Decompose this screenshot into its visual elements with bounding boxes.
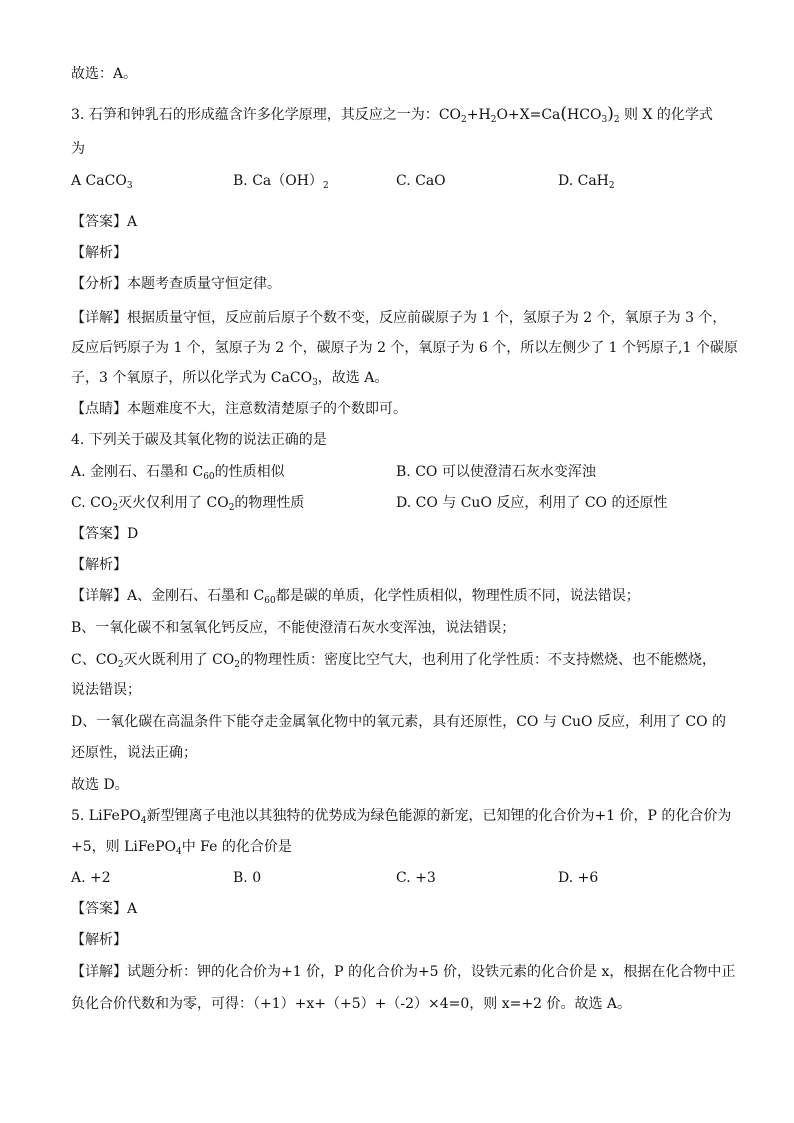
q3-detail-line2: 反应后钙原子为 1 个，氢原子为 2 个，碳原子为 2 个，氧原子为 6 个，所以左侧少了 1 个钙原子,1 个碳原 — [71, 340, 738, 356]
q4-analysis-heading: 【解析】 — [71, 557, 127, 573]
q3-stem-line1 — [71, 104, 713, 125]
q4-stem: 4. 下列关于碳及其氧化物的说法正确的是 — [71, 432, 327, 448]
q3-option-d[interactable]: D. CaH$_2$ — [558, 173, 615, 191]
q5-option-b[interactable]: B. 0 — [233, 870, 262, 886]
q3-detail-line1: 【详解】根据质量守恒，反应前后原子个数不变，反应前碳原子为 1 个，氢原子为 2 个，氧原子为 3 个， — [71, 310, 727, 326]
q3-stem-line2: 为 — [71, 141, 85, 157]
q5-answer: 【答案】A — [71, 901, 138, 917]
q3-equation: $CO_2+H_2O+X=Ca(HCO_3)_2$ — [438, 104, 620, 125]
q4-option-a[interactable]: A. 金刚石、石墨和 $C_{60}$的性质相似 — [71, 464, 285, 482]
q3-fenxi: 【分析】本题考查质量守恒定律。 — [71, 276, 281, 292]
q4-detail-a: 【详解】A、金刚石、石墨和 $C_{60}$都是碳的单质，化学性质相似，物理性质不同，说法错误； — [71, 588, 640, 606]
q5-analysis-heading: 【解析】 — [71, 932, 127, 948]
q3-analysis-heading: 【解析】 — [71, 245, 127, 261]
q5-option-d[interactable]: D. +6 — [558, 870, 599, 886]
q3-option-c[interactable]: C. CaO — [396, 173, 446, 189]
q3-stem-tail: 则 X 的化学式 — [619, 107, 713, 123]
q4-option-c[interactable]: C. $CO_2$灭火仅利用了 $CO_2$的物理性质 — [71, 495, 305, 513]
q4-detail-d-cont: 还原性，说法正确； — [71, 745, 197, 761]
q5-stem-line2: +5，则 LiFePO$_4$中 Fe 的化合价是 — [71, 839, 292, 857]
q5-stem-line1: 5. LiFePO$_4$新型锂离子电池以其独特的优势成为绿色能源的新宠，已知锂的化合价为+1 价，P 的化合价为 — [71, 808, 732, 826]
q4-option-b[interactable]: B. CO 可以使澄清石灰水变浑浊 — [396, 464, 596, 480]
q4-answer: 【答案】D — [71, 526, 139, 542]
q4-detail-b: B、一氧化碳不和氢氧化钙反应，不能使澄清石灰水变浑浊，说法错误； — [71, 620, 516, 636]
q4-detail-c: C、$CO_2$灭火既利用了 $CO_2$的物理性质：密度比空气大，也利用了化学性质：不支持燃烧、也不能燃烧， — [71, 652, 717, 670]
q3-option-a[interactable]: A CaCO$_3$ — [71, 173, 133, 191]
q4-conclusion: 故选 D。 — [71, 777, 129, 793]
q5-detail-line1: 【详解】试题分析：钾的化合价为+1 价，P 的化合价为+5 价，设铁元素的化合价是 x，根据在化合物中正 — [71, 964, 736, 980]
q5-detail-line2: 负化合价代数和为零，可得：（+1）+x+（+5）+（-2）×4=0，则 x=+2 价。故选 A。 — [71, 996, 631, 1012]
q3-answer: 【答案】A — [71, 214, 138, 230]
q5-option-c[interactable]: C. +3 — [396, 870, 436, 886]
q3-detail-line3: 子，3 个氧原子，所以化学式为 CaCO$_3$，故选 A。 — [71, 370, 389, 388]
q4-option-d[interactable]: D. CO 与 CuO 反应，利用了 CO 的还原性 — [396, 495, 668, 511]
q3-dianjing: 【点睛】本题难度不大，注意数清楚原子的个数即可。 — [71, 401, 407, 417]
q4-detail-c-cont: 说法错误； — [71, 682, 141, 698]
q3-stem-text: 3. 石笋和钟乳石的形成蕴含许多化学原理，其反应之一为： — [71, 107, 439, 123]
q3-option-b[interactable]: B. $Ca(OH)_2$ — [233, 173, 329, 191]
q5-option-a[interactable]: A. +2 — [71, 870, 111, 886]
q4-detail-d: D、一氧化碳在高温条件下能夺走金属氧化物中的氧元素，具有还原性，CO 与 CuO 反应，利用了 CO 的 — [71, 714, 727, 730]
previous-conclusion: 故选：A。 — [71, 66, 138, 82]
